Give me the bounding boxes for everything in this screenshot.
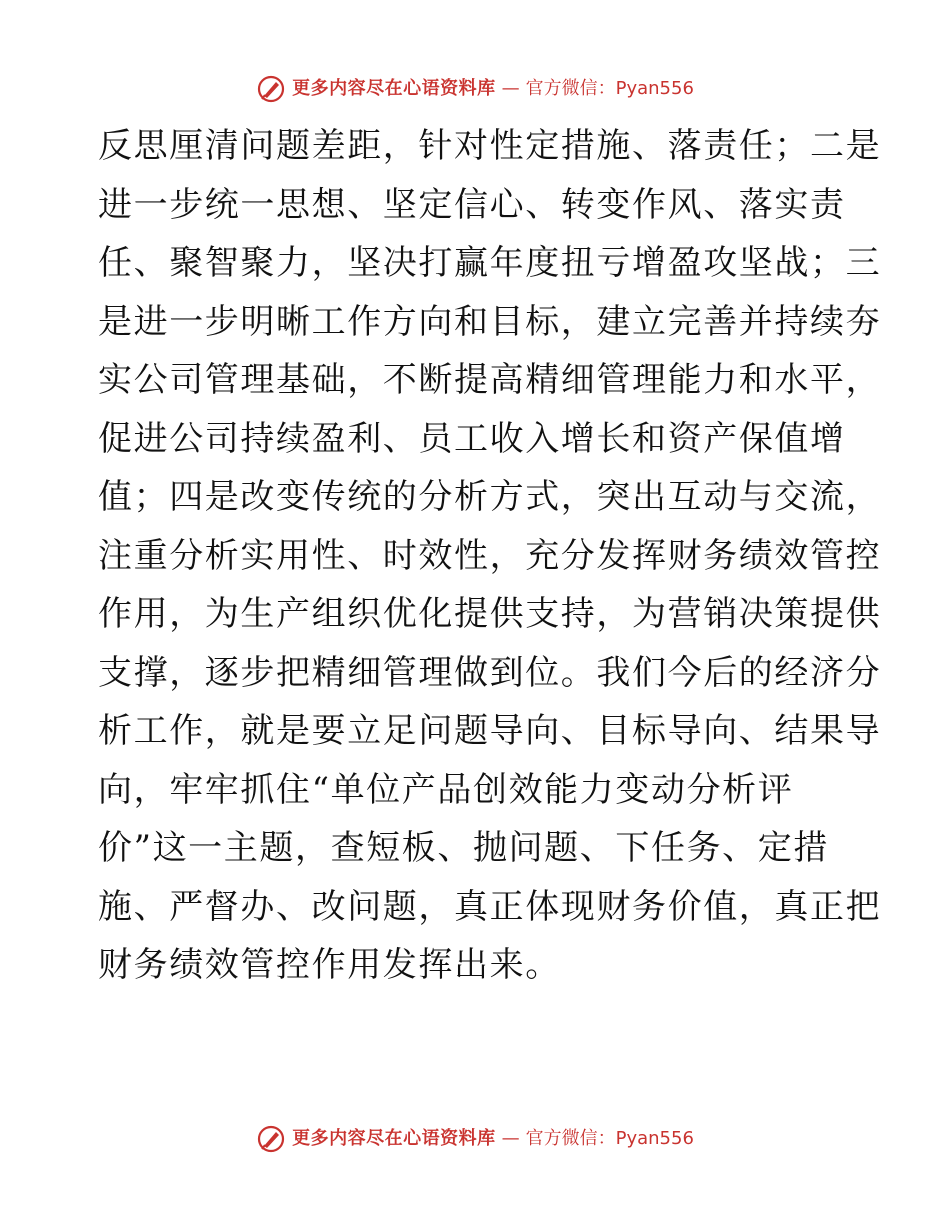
text-line: 注重分析实用性、时效性，充分发挥财务绩效管控 [98,535,882,576]
text-line: 实公司管理基础，不断提高精细管理能力和水平， [98,360,882,400]
text-line: 向，牢牢抓住“单位产品创效能力变动分析评 [98,769,794,810]
text-line: 促进公司持续盈利、员工收入增长和资产保值增 [98,418,846,459]
text-line: 进一步统一思想、坚定信心、转变作风、落实责 [98,184,846,225]
document-body [98,117,882,995]
text-line: 支撑，逐步把精细管理做到位。我们今后的经济分 [98,652,882,693]
text-line: 值；四是改变传统的分析方式，突出互动与交流， [98,477,882,517]
text-line: 析工作，就是要立足问题导向、目标导向、结果导 [98,711,882,751]
watermark-contact: 官方微信：Pyan556 [525,1128,694,1149]
footer-watermark [0,1124,950,1154]
quill-circle-icon [256,1124,286,1154]
text-line: 作用，为生产组织优化提供支持，为营销决策提供 [98,594,882,634]
header-watermark [0,74,950,104]
watermark-text: 更多内容尽在心语资料库 [292,78,496,99]
text-line: 反思厘清问题差距，针对性定措施、落责任；二是 [98,126,882,166]
text-line: 是进一步明晰工作方向和目标，建立完善并持续夯 [98,301,882,342]
text-line: 价”这一主题，查短板、抛问题、下任务、定措 [98,828,829,868]
text-line: 施、严督办、改问题，真正体现财务价值，真正把 [98,886,882,927]
text-line: 财务绩效管控作用发挥出来。 [98,945,561,985]
watermark-separator: — [501,78,520,99]
quill-circle-icon [256,74,286,104]
watermark-separator: — [501,1128,520,1149]
text-line: 任、聚智聚力，坚决打赢年度扭亏增盈攻坚战；三 [98,243,882,283]
watermark-contact: 官方微信：Pyan556 [525,78,694,99]
watermark-text: 更多内容尽在心语资料库 [292,1128,496,1149]
